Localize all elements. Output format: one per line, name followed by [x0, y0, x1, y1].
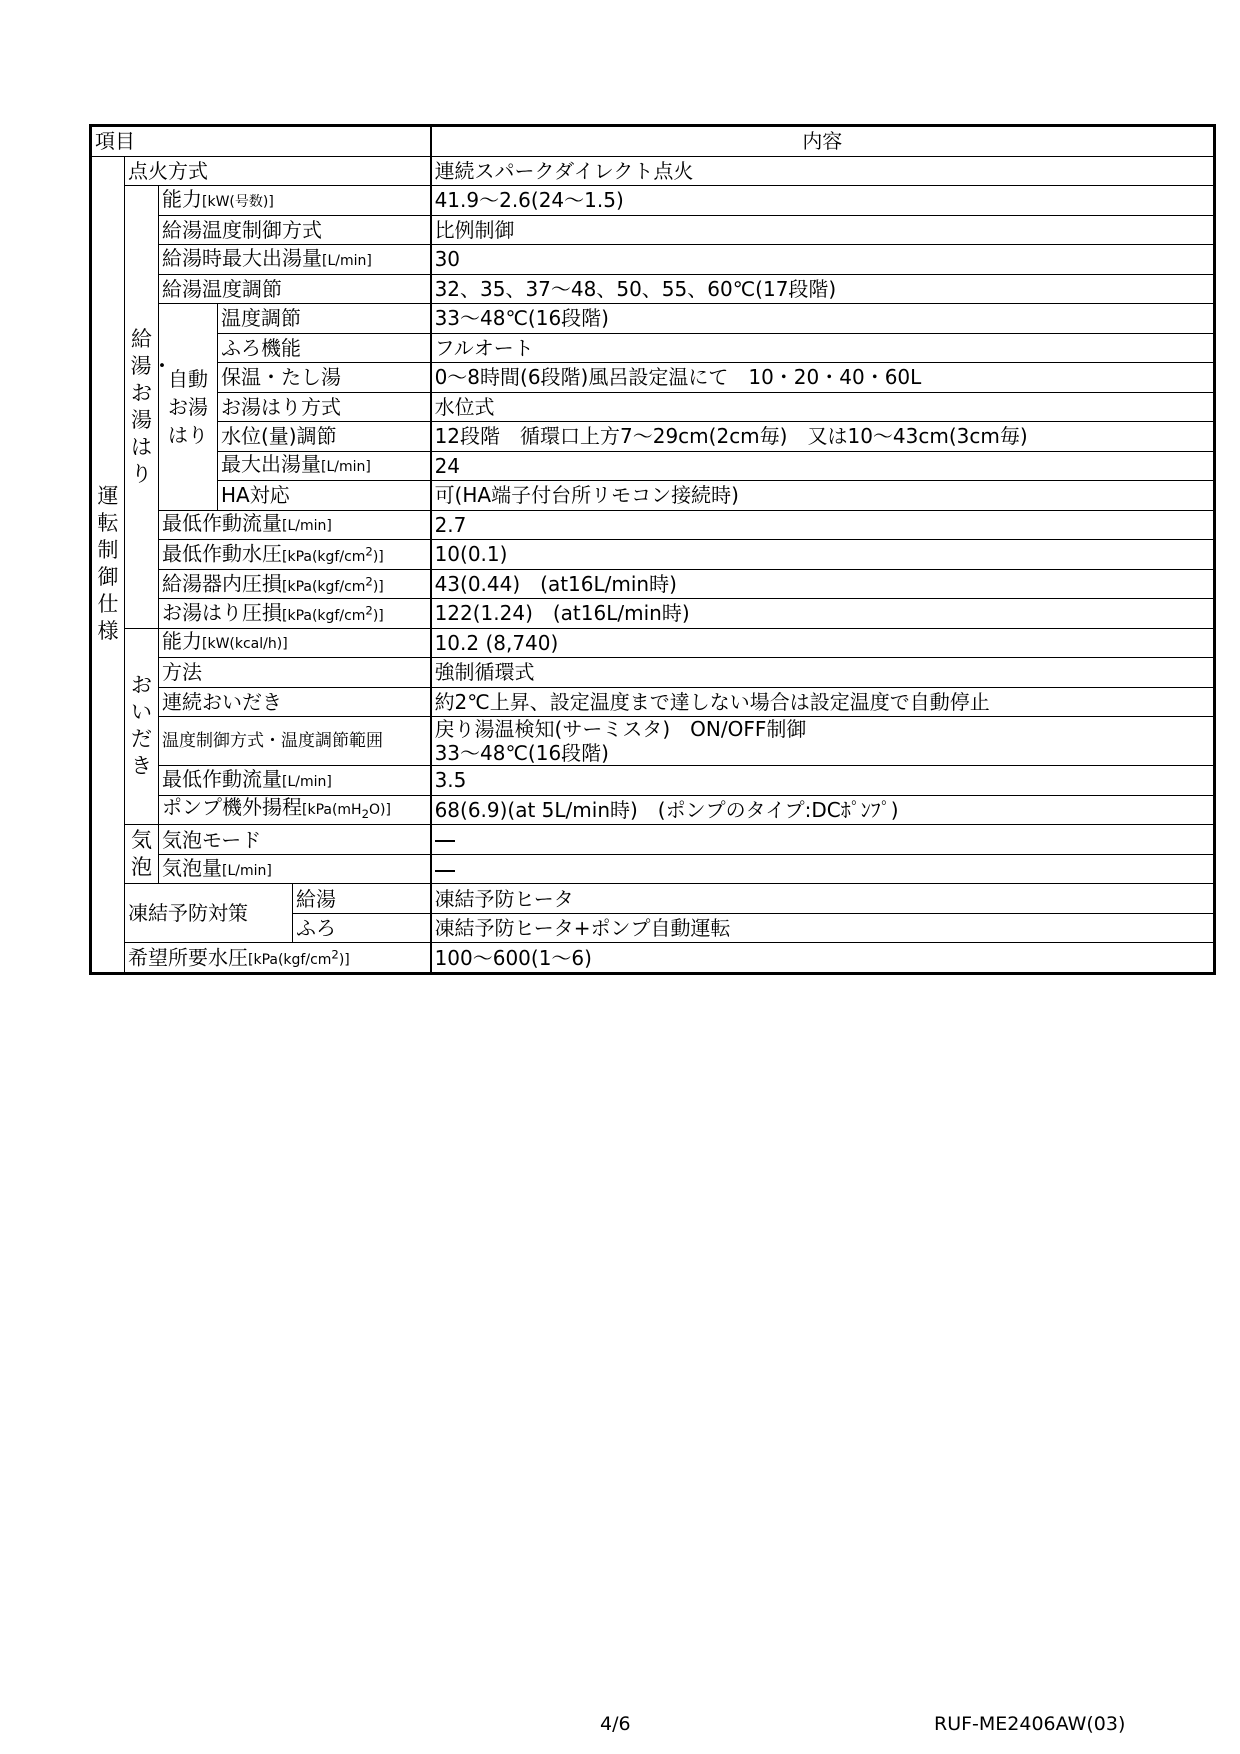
table-row: [91, 825, 1215, 855]
value-ignition: 連続スパークダイレクト点火: [431, 156, 1215, 186]
value-temp-adjust: 32、35、37〜48、50、55、60℃(17段階): [431, 274, 1215, 304]
value-reheat-temp-control: 戻り湯温検知(サーミスタ) ON/OFF制御 33〜48℃(16段階): [431, 717, 1215, 766]
page-number: 4/6: [600, 1713, 631, 1735]
table-row: [91, 943, 1215, 974]
label-min-pressure: 最低作動水圧$[kPa(kgf/cm^2)]$: [159, 540, 431, 570]
label-auto-max-flow: 最大出湯量[L/min]: [218, 451, 431, 481]
value-reheat-capacity: 10.2 (8,740): [431, 628, 1215, 658]
label-max-flow: 給湯時最大出湯量[L/min]: [159, 245, 431, 275]
table-row: [91, 599, 1215, 629]
label-ha: HA対応: [218, 481, 431, 511]
header-item: 項目: [91, 126, 431, 157]
label-freeze-bath: ふろ: [293, 913, 431, 943]
table-row: [91, 363, 1215, 393]
label-fill-method: お湯はり方式: [218, 392, 431, 422]
group-operation: 運転制御仕様: [91, 156, 125, 973]
label-pump-head: ポンプ機外揚程$[kPa(mH_2O)]$: [159, 795, 431, 825]
value-fill-method: 水位式: [431, 392, 1215, 422]
table-row: [91, 333, 1215, 363]
value-temp-control: 比例制御: [431, 215, 1215, 245]
spec-table: [89, 124, 1216, 975]
label-internal-loss: 給湯器内圧損$[kPa(kgf/cm^2)]$: [159, 569, 431, 599]
table-row: [91, 717, 1215, 766]
value-freeze-hot-water: 凍結予防ヒータ: [431, 884, 1215, 914]
value-fill-loss: 122(1.24) (at16L/min時): [431, 599, 1215, 629]
value-bubble-amount: [431, 854, 1215, 884]
value-auto-temp: 33〜48℃(16段階): [431, 304, 1215, 334]
label-ignition: 点火方式: [125, 156, 431, 186]
table-row: [91, 245, 1215, 275]
value-max-flow: 30: [431, 245, 1215, 275]
label-required-pressure: 希望所要水圧$[kPa(kgf/cm^2)]$: [125, 943, 431, 974]
label-temp-adjust: 給湯温度調節: [159, 274, 431, 304]
label-temp-control: 給湯温度制御方式: [159, 215, 431, 245]
header-row: [91, 126, 1215, 157]
header-content: 内容: [431, 126, 1215, 157]
label-keep-warm: 保温・たし湯: [218, 363, 431, 393]
table-row: [91, 186, 1215, 216]
label-min-flow: 最低作動流量[L/min]: [159, 510, 431, 540]
group-bubble: 気泡: [125, 825, 159, 884]
value-bubble-mode: [431, 825, 1215, 855]
table-row: [91, 687, 1215, 717]
label-bath-function: ふろ機能: [218, 333, 431, 363]
value-internal-loss: 43(0.44) (at16L/min時): [431, 569, 1215, 599]
table-row: [91, 884, 1215, 914]
label-freeze-hot-water: 給湯: [293, 884, 431, 914]
table-row: [91, 540, 1215, 570]
label-capacity: 能力[kW(号数)]: [159, 186, 431, 216]
label-reheat-temp-control: 温度制御方式・温度調節範囲: [159, 717, 431, 766]
value-bath-function: フルオート: [431, 333, 1215, 363]
table-row: [91, 451, 1215, 481]
value-ha: 可(HA端子付台所リモコン接続時): [431, 481, 1215, 511]
label-auto-temp: 温度調節: [218, 304, 431, 334]
table-row: [91, 795, 1215, 825]
group-hot-water: 給湯・お湯はり: [125, 186, 159, 629]
value-reheat-method: 強制循環式: [431, 658, 1215, 688]
label-bubble-mode: 気泡モード: [159, 825, 431, 855]
value-min-flow: 2.7: [431, 510, 1215, 540]
table-row: [91, 481, 1215, 511]
table-row: [91, 422, 1215, 452]
label-continuous: 連続おいだき: [159, 687, 431, 717]
model-number: RUF-ME2406AW(03): [934, 1713, 1126, 1735]
label-bubble-amount: 気泡量[L/min]: [159, 854, 431, 884]
table-row: [91, 274, 1215, 304]
table-row: [91, 156, 1215, 186]
value-continuous: 約2℃上昇、設定温度まで達しない場合は設定温度で自動停止: [431, 687, 1215, 717]
label-level-adjust: 水位(量)調節: [218, 422, 431, 452]
value-reheat-min-flow: 3.5: [431, 766, 1215, 796]
table-row: [91, 510, 1215, 540]
value-capacity: 41.9〜2.6(24〜1.5): [431, 186, 1215, 216]
table-row: [91, 658, 1215, 688]
value-required-pressure: 100〜600(1〜6): [431, 943, 1215, 974]
value-freeze-bath: 凍結予防ヒータ+ポンプ自動運転: [431, 913, 1215, 943]
group-reheat: おいだき: [125, 628, 159, 825]
table-row: [91, 304, 1215, 334]
value-keep-warm: 0〜8時間(6段階)風呂設定温にて 10・20・40・60L: [431, 363, 1215, 393]
group-auto-fill: 自動お湯はり: [159, 304, 218, 511]
label-reheat-capacity: 能力[kW(kcal/h)]: [159, 628, 431, 658]
value-min-pressure: 10(0.1): [431, 540, 1215, 570]
table-row: [91, 569, 1215, 599]
label-fill-loss: お湯はり圧損$[kPa(kgf/cm^2)]$: [159, 599, 431, 629]
table-row: [91, 854, 1215, 884]
value-level-adjust: 12段階 循環口上方7〜29cm(2cm毎) 又は10〜43cm(3cm毎): [431, 422, 1215, 452]
value-pump-head: 68(6.9)(at 5L/min時) (ポンプのタイプ:DCﾎﾟﾝﾌﾟ): [431, 795, 1215, 825]
value-auto-max-flow: 24: [431, 451, 1215, 481]
label-reheat-min-flow: 最低作動流量[L/min]: [159, 766, 431, 796]
group-freeze: 凍結予防対策: [125, 884, 293, 943]
label-reheat-method: 方法: [159, 658, 431, 688]
table-row: [91, 628, 1215, 658]
table-row: [91, 766, 1215, 796]
table-row: [91, 392, 1215, 422]
table-row: [91, 215, 1215, 245]
